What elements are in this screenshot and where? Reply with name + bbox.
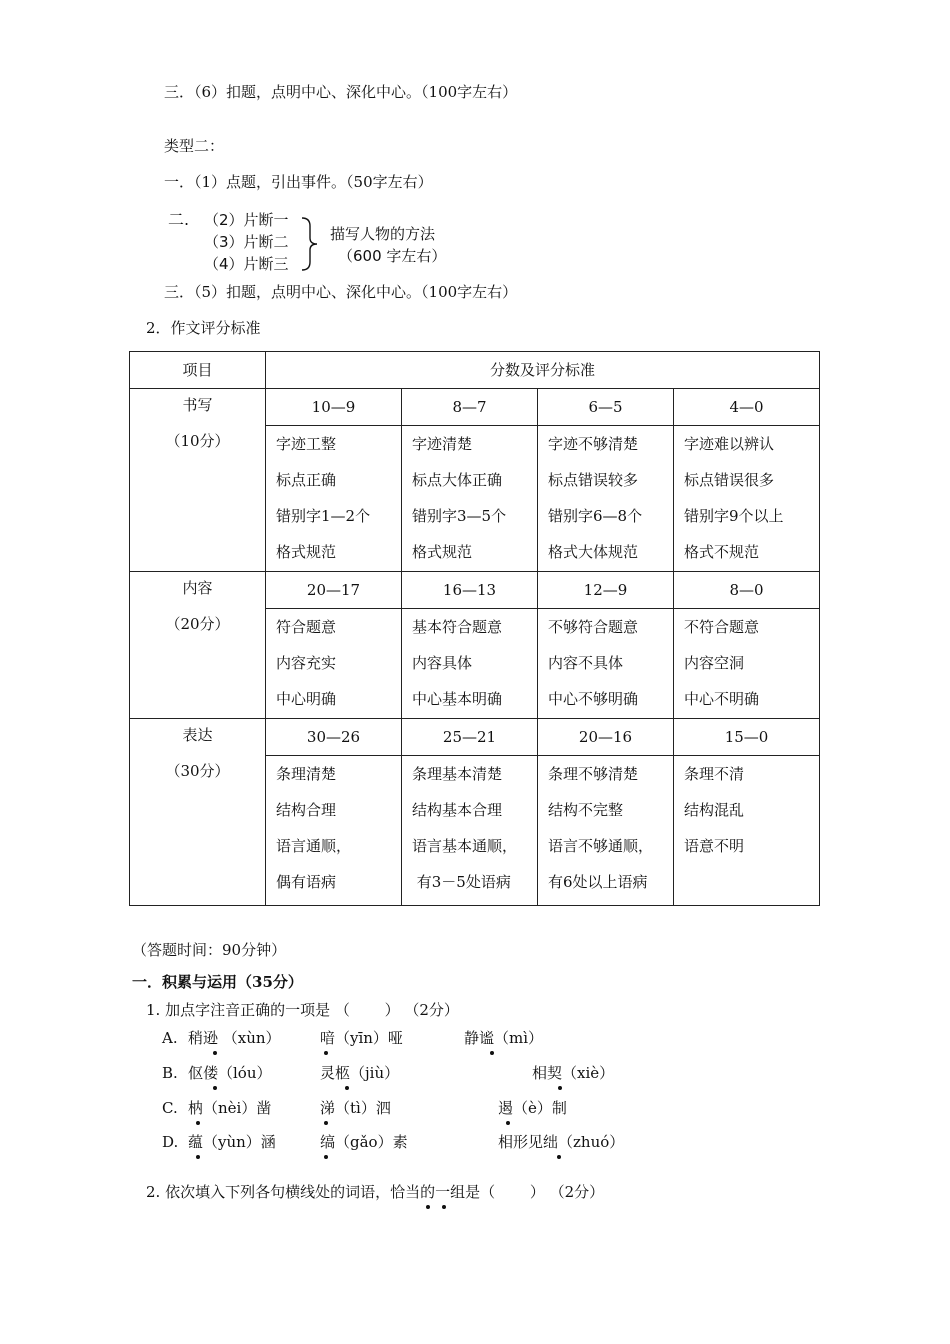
criteria-line: 内容空洞 — [684, 654, 745, 672]
emphasis-dot — [324, 1121, 328, 1125]
criteria-line: 条理不清 — [684, 765, 745, 783]
criteria-line: 条理基本清楚 — [412, 765, 503, 783]
score-range: 8—7 — [402, 389, 538, 426]
criteria-line: 字迹难以辨认 — [684, 435, 775, 453]
criteria-cell — [538, 426, 674, 572]
criteria-line: 语言基本通顺， — [412, 837, 518, 855]
score-range: 25—21 — [402, 719, 538, 756]
row-name: 内容 — [182, 579, 213, 597]
emphasis-dot — [557, 1155, 561, 1159]
criteria-line: 偶有语病 — [276, 873, 337, 891]
score-range: 12—9 — [538, 572, 674, 609]
criteria-line: 标点大体正确 — [412, 471, 503, 489]
criteria-line: 不符合题意 — [684, 618, 760, 636]
emphasis-dot — [213, 1086, 217, 1090]
criteria-line: 错别字9个以上 — [684, 507, 784, 525]
word-count: （600 字左右） — [338, 247, 447, 265]
option-item: 灵柩（jiù） — [320, 1064, 400, 1082]
curly-brace-icon — [300, 216, 320, 272]
option-label: A. — [162, 1029, 178, 1047]
emphasis-dot — [324, 1051, 328, 1055]
row-writing-item — [130, 389, 266, 572]
emphasis-dot — [196, 1121, 200, 1125]
type2-part3: 三．（5）扣题，点明中心、深化中心。（100字左右） — [164, 283, 518, 301]
criteria-line: 内容不具体 — [548, 654, 624, 672]
header-item: 项目 — [130, 352, 266, 389]
criteria-line: 格式规范 — [412, 543, 473, 561]
criteria-cell — [674, 756, 820, 906]
criteria-line: 不够符合题意 — [548, 618, 639, 636]
criteria-cell — [266, 609, 402, 719]
criteria-line: 结构混乱 — [684, 801, 745, 819]
criteria-cell — [266, 426, 402, 572]
option-item: 喑（yīn）哑 — [320, 1029, 403, 1047]
criteria-cell — [674, 609, 820, 719]
criteria-line: 条理清楚 — [276, 765, 337, 783]
method-label: 描写人物的方法 — [330, 225, 436, 243]
criteria-line: 有6处以上语病 — [548, 873, 648, 891]
criteria-cell — [266, 756, 402, 906]
criteria-cell — [674, 426, 820, 572]
criteria-line: 字迹不够清楚 — [548, 435, 639, 453]
criteria-line: 格式不规范 — [684, 543, 760, 561]
emphasis-dot — [506, 1121, 510, 1125]
criteria-line: 中心基本明确 — [412, 690, 503, 708]
type2-part2-label: 二. — [168, 210, 190, 229]
row-points: （20分） — [165, 615, 230, 633]
criteria-line: 中心明确 — [276, 690, 337, 708]
row-points: （10分） — [165, 432, 230, 450]
criteria-line: 语言通顺， — [276, 837, 352, 855]
emphasis-dot — [196, 1155, 200, 1159]
row-name: 书写 — [182, 396, 213, 414]
row-points: （30分） — [165, 762, 230, 780]
criteria-cell — [402, 426, 538, 572]
criteria-line: 结构基本合理 — [412, 801, 503, 819]
criteria-line: 格式规范 — [276, 543, 337, 561]
criteria-line: 语意不明 — [684, 837, 745, 855]
emphasis-dot — [426, 1205, 430, 1209]
criteria-line: 内容充实 — [276, 654, 337, 672]
criteria-line: 错别字6—8个 — [548, 507, 643, 525]
option-item: 稍逊 （xùn） — [188, 1029, 281, 1047]
option-item: 静谧（mì） — [464, 1029, 544, 1047]
row-name: 表达 — [182, 726, 213, 744]
score-range: 4—0 — [674, 389, 820, 426]
criteria-line: 错别字1—2个 — [276, 507, 371, 525]
score-range: 10—9 — [266, 389, 402, 426]
type2-part1: 一．（1）点题，引出事件。（50字左右） — [164, 173, 433, 191]
type2-title: 类型二： — [164, 137, 225, 155]
criteria-line: 基本符合题意 — [412, 618, 503, 636]
emphasis-dot — [324, 1155, 328, 1159]
option-item: 遏（è）制 — [498, 1099, 567, 1117]
criteria-line: 条理不够清楚 — [548, 765, 639, 783]
criteria-line: 标点正确 — [276, 471, 337, 489]
standard-title: 2．作文评分标准 — [146, 319, 261, 337]
score-range: 20—17 — [266, 572, 402, 609]
option-label: C. — [162, 1099, 178, 1117]
fragment-3: （4）片断三 — [204, 255, 289, 273]
option-item: 相契（xiè） — [532, 1064, 615, 1082]
section-title: 一．积累与运用（35分） — [132, 973, 303, 991]
emphasis-dot — [213, 1051, 217, 1055]
option-item: 缟（gǎo）素 — [320, 1133, 408, 1151]
header-standard: 分数及评分标准 — [266, 352, 820, 389]
score-range: 16—13 — [402, 572, 538, 609]
score-range: 8—0 — [674, 572, 820, 609]
emphasis-dot — [442, 1205, 446, 1209]
exam-time: （答题时间：90分钟） — [132, 941, 287, 959]
criteria-line: 内容具体 — [412, 654, 473, 672]
type1-part3: 三．（6）扣题，点明中心、深化中心。（100字左右） — [164, 83, 518, 101]
option-item: 伛偻（lóu） — [188, 1064, 272, 1082]
row-content-item — [130, 572, 266, 719]
fragment-2: （3）片断二 — [204, 233, 289, 251]
question-1-stem: 1. 加点字注音正确的一项是 （ ） （2分） — [146, 1001, 459, 1019]
criteria-cell — [402, 609, 538, 719]
criteria-line: 字迹工整 — [276, 435, 337, 453]
criteria-line: 格式大体规范 — [548, 543, 639, 561]
criteria-line: 字迹清楚 — [412, 435, 473, 453]
criteria-line: 标点错误较多 — [548, 471, 639, 489]
question-2-stem: 2. 依次填入下列各句横线处的词语，恰当的一组是（ ） （2分） — [146, 1183, 605, 1201]
emphasis-dot — [558, 1086, 562, 1090]
criteria-line: 中心不明确 — [684, 690, 760, 708]
option-item: 枘（nèi）凿 — [188, 1099, 272, 1117]
score-range: 30—26 — [266, 719, 402, 756]
criteria-line: 标点错误很多 — [684, 471, 775, 489]
criteria-cell — [538, 609, 674, 719]
emphasis-dot — [490, 1051, 494, 1055]
emphasis-dot — [345, 1086, 349, 1090]
option-item: 相形见绌（zhuó） — [498, 1133, 625, 1151]
criteria-line: 中心不够明确 — [548, 690, 639, 708]
option-label: D. — [162, 1133, 179, 1151]
criteria-line: 语言不够通顺， — [548, 837, 654, 855]
criteria-line: 结构合理 — [276, 801, 337, 819]
option-item: 涕（tì）泗 — [320, 1099, 391, 1117]
option-item: 蕴（yùn）涵 — [188, 1133, 276, 1151]
score-range: 15—0 — [674, 719, 820, 756]
score-table — [129, 351, 820, 906]
row-expression-item — [130, 719, 266, 906]
criteria-line: 错别字3—5个 — [412, 507, 507, 525]
fragment-1: （2）片断一 — [204, 211, 289, 229]
criteria-cell — [538, 756, 674, 906]
criteria-line: 符合题意 — [276, 618, 337, 636]
option-label: B. — [162, 1064, 178, 1082]
score-range: 6—5 — [538, 389, 674, 426]
criteria-line: 结构不完整 — [548, 801, 624, 819]
score-range: 20—16 — [538, 719, 674, 756]
criteria-line: 有3－5处语病 — [412, 873, 511, 891]
criteria-cell — [402, 756, 538, 906]
